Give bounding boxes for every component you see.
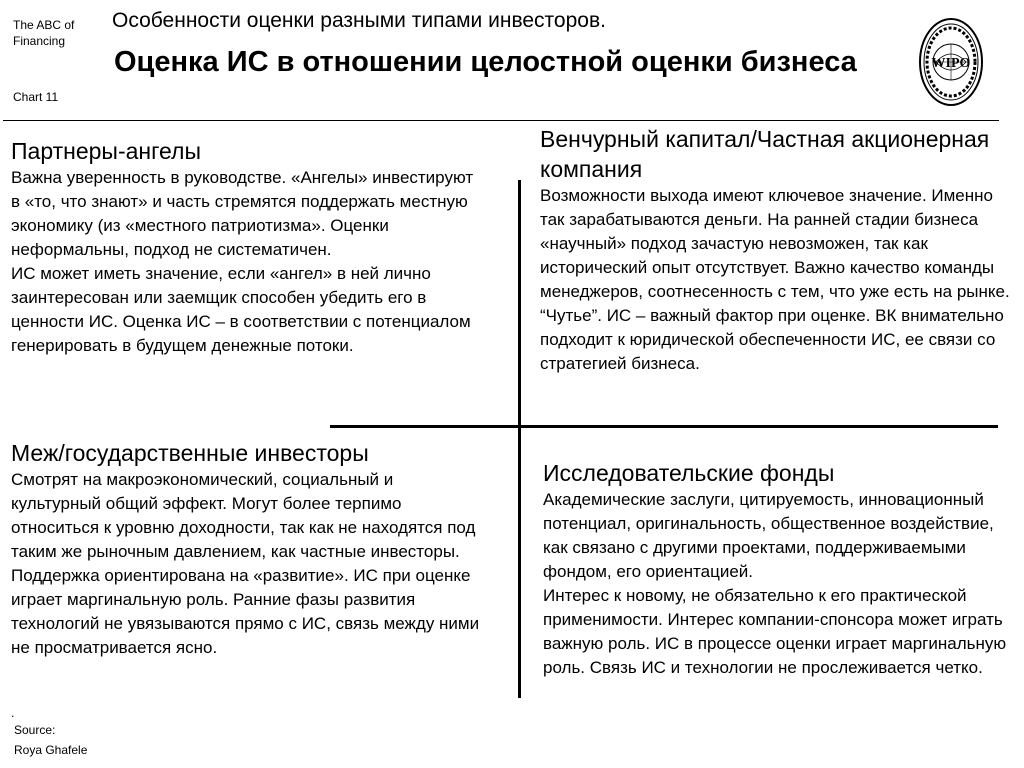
vertical-axis-line xyxy=(518,180,521,698)
header-divider xyxy=(3,120,999,121)
quadrant-heading: Партнеры-ангелы xyxy=(11,138,201,164)
source-author: Roya Ghafele xyxy=(14,743,88,757)
source-credit xyxy=(14,720,87,760)
stray-dot: . xyxy=(11,706,15,720)
quadrant-body: Важна уверенность в руководстве. «Ангелы» инвестируют в «то, что знают» и часть стремятся поддержать местную экономику (из «местного патриотизма». Оценки неформальны, подход не систематичен. ИС может иметь значение, если «ангел» в ней лично заинтересован или заемщик способен убедить его в ценности ИС. Оценка ИС – в соответствии с потенциалом генерировать в будущем денежные потоки. xyxy=(11,168,474,355)
logo-text: WIPO xyxy=(931,56,971,71)
series-title: The ABC of Financing xyxy=(13,18,75,48)
chart-number: Chart 11 xyxy=(13,90,59,104)
slide-title: Оценка ИС в отношении целостной оценки бизнеса xyxy=(114,46,857,78)
horizontal-axis-line xyxy=(330,425,998,428)
quadrant-heading: Венчурный капитал/Частная акционерная компания xyxy=(540,126,990,182)
source-label: Source: xyxy=(14,723,56,737)
quadrant-body: Академические заслуги, цитируемость, инновационный потенциал, оригинальность, общественное воздействие, как связано с другими проектами, поддерживаемыми фондом, его ориентацией. Интерес к новому, не обязательно к его практической применимости. Интерес компании-спонсора может играть важную роль. ИС в процессе оценки играет маргинальную роль. Связь ИС и технологии не прослеживается четко. xyxy=(543,490,1007,677)
quadrant-angels xyxy=(11,136,481,358)
quadrant-government-investors xyxy=(11,438,486,660)
quadrant-body: Возможности выхода имеют ключевое значение. Именно так зарабатываются деньги. На ранней стадии бизнеса «научный» подход зачастую невозможен, так как исторический опыт отсутствует. Важно качество команды менеджеров, соотнесенность с тем, что уже есть на рынке. “Чутье”. ИС – важный фактор при оценке. ВК внимательно подходит к юридической обеспеченности ИС, ее связи со стратегией бизнеса. xyxy=(540,186,1010,373)
wipo-seal-icon xyxy=(918,16,984,108)
quadrant-body: Смотрят на макроэкономический, социальный и культурный общий эффект. Могут более терпимо относиться к уровню доходности, так как не находятся под таким же рыночным давлением, как частные инвесторы. Поддержка ориентирована на «развитие». ИС при оценке играет маргинальную роль. Ранние фазы развития технологий не увязываются прямо с ИС, связь между ними не просматривается ясно. xyxy=(11,470,480,657)
quadrant-venture-capital xyxy=(540,124,1010,376)
slide-subtitle: Особенности оценки разными типами инвесторов. xyxy=(112,9,606,32)
quadrant-heading: Исследовательские фонды xyxy=(543,460,835,486)
quadrant-research-funds xyxy=(543,458,1013,680)
quadrant-heading: Меж/государственные инвесторы xyxy=(11,440,369,466)
wipo-logo xyxy=(918,16,984,108)
